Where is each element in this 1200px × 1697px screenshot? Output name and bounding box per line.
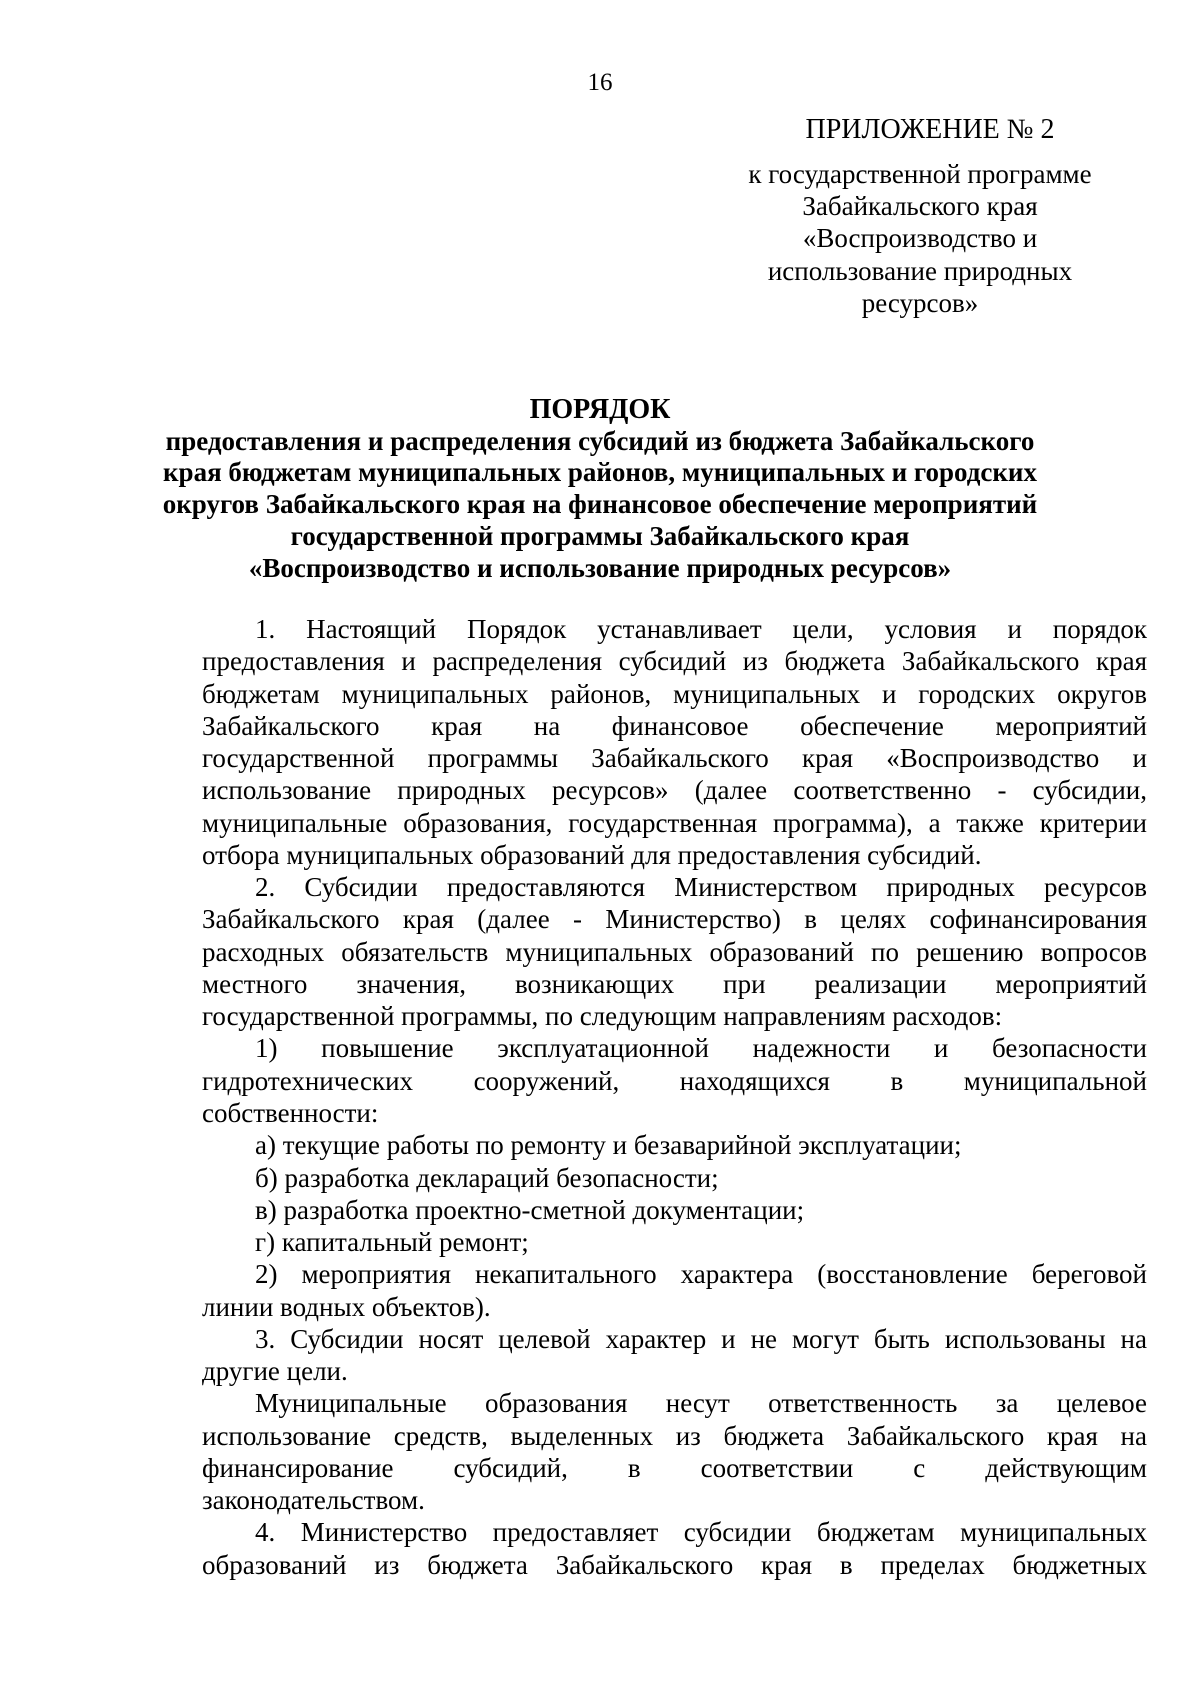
heading-line: государственной программы Забайкальского края [290, 520, 910, 551]
body-line: 2) мероприятия некапитального характера (восстановление береговой [255, 1259, 1147, 1290]
body-line: г) капитальный ремонт; [255, 1227, 529, 1258]
body-line: муниципальные образования, государственная программа), а также критерии [202, 807, 1147, 838]
body-line: государственной программы Забайкальского края «Воспроизводство и [202, 743, 1147, 774]
document-body [202, 613, 1147, 1581]
appendix-line: Забайкальского края [802, 191, 1038, 222]
page-number: 16 [587, 69, 613, 96]
body-line: предоставления и распределения субсидий из бюджета Забайкальского края [202, 646, 1147, 677]
body-line: 1. Настоящий Порядок устанавливает цели, условия и порядок [255, 614, 1147, 644]
body-line: местного значения, возникающих при реализации мероприятий [202, 968, 1147, 999]
body-line: Забайкальского края (далее - Министерство) в целях софинансирования [202, 904, 1147, 935]
body-line: линии водных объектов). [202, 1291, 491, 1322]
heading-line: «Воспроизводство и использование природных ресурсов» [248, 552, 952, 583]
body-line: 2. Субсидии предоставляются Министерством природных ресурсов [255, 872, 1147, 903]
body-line: отбора муниципальных образований для предоставления субсидий. [202, 839, 982, 870]
appendix-line: ресурсов» [861, 287, 979, 318]
document-heading [150, 394, 1050, 584]
body-line: гидротехнических сооружений, находящихся в муниципальной [202, 1065, 1147, 1096]
document-title: ПОРЯДОК [529, 394, 671, 425]
appendix-line: использование природных [767, 255, 1073, 286]
body-line: а) текущие работы по ремонту и безаварийной эксплуатации; [255, 1130, 962, 1161]
body-line: государственной программы, по следующим направлениям расходов: [202, 1001, 1003, 1032]
body-line: финансирование субсидий, в соответствии с действующим [202, 1452, 1147, 1483]
body-line: Забайкальского края на финансовое обеспечение мероприятий [202, 710, 1147, 741]
heading-line: округов Забайкальского края на финансовое обеспечение мероприятий [162, 489, 1038, 520]
body-line: другие цели. [202, 1356, 348, 1387]
appendix-title: ПРИЛОЖЕНИЕ № 2 [805, 114, 1055, 145]
body-line: использование природных ресурсов» (далее соответственно - субсидии, [202, 775, 1147, 806]
body-line: законодательством. [202, 1485, 425, 1516]
heading-line: края бюджетам муниципальных районов, муниципальных и городских [163, 457, 1037, 488]
body-line: использование средств, выделенных из бюджета Забайкальского края на [202, 1420, 1147, 1451]
body-line: 1) повышение эксплуатационной надежности и безопасности [255, 1033, 1147, 1064]
appendix-line: к государственной программе [748, 159, 1092, 189]
body-line: собственности: [202, 1097, 379, 1128]
appendix-line: «Воспроизводство и [802, 223, 1038, 254]
body-line: бюджетам муниципальных районов, муниципальных и городских округов [202, 678, 1147, 709]
body-line: 4. Министерство предоставляет субсидии бюджетам муниципальных [255, 1517, 1147, 1548]
body-line: в) разработка проектно-сметной документации; [255, 1194, 805, 1225]
body-line: образований из бюджета Забайкальского края в пределах бюджетных [202, 1549, 1147, 1580]
heading-line: предоставления и распределения субсидий из бюджета Забайкальского [165, 425, 1035, 456]
body-line: Муниципальные образования несут ответственность за целевое [255, 1388, 1147, 1419]
body-line: б) разработка деклараций безопасности; [255, 1162, 719, 1193]
body-line: 3. Субсидии носят целевой характер и не могут быть использованы на [255, 1323, 1147, 1354]
appendix-subtitle [720, 158, 1120, 319]
body-line: расходных обязательств муниципальных образований по решению вопросов [202, 936, 1147, 967]
